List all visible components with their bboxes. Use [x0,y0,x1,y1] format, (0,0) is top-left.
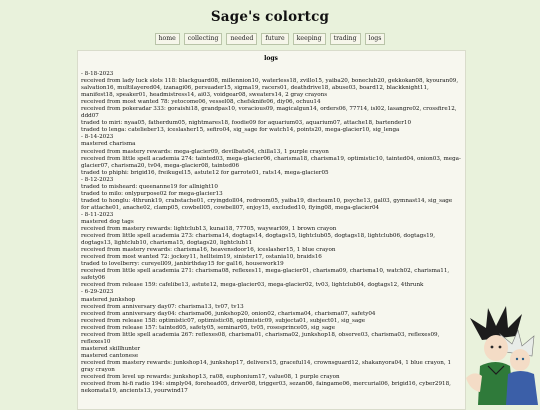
nav-future[interactable]: future [261,33,288,45]
log-entry: traded to milo: onlypurpose02 for mega-glacier13 [81,190,223,197]
log-entry: received from little spell academia 274: tainted03, mega-glacier06, charisma18, charisma19, optimistic10, tainted04, onion03, mega-glacier07, charisma20, tv04, mega-glacier08, tainted06 [81,155,461,169]
log-entry: mastered junkshop [81,296,136,303]
log-entry: received from mastery rewards: charisma16, heavensdoor16, iceslasher15, 1 blue crayon [81,247,336,254]
log-entry: received from mastery rewards: mega-glacier09, devilbats04, chilla13, 1 purple crayon [81,148,329,155]
log-entry: received from level up rewards: junkshop13, ra08, euphonium17, value08, 1 purple crayon [81,374,340,381]
log-entry: received from little spell academia 271: charisma08, reflexes11, mega-glacier01, charisma09, charisma10, watch02, charisma11, safety06 [81,268,450,282]
log-entry: received from pokeradar 333: goraishi18, grandpas10, voracious09, magicalgun14, orders06, 77714, isl02, lasangre02, crossfire12, ddd07 [81,106,457,120]
log-entry: received from mastery rewards: lightclub13, kunai18, 77705, waywarl09, 1 brown crayon [81,226,337,233]
log-entry: mastered cantonese [81,352,139,359]
nav-trading[interactable]: trading [330,33,361,45]
log-entry: traded to honglu: 4thrunk19, crabstache01, cryingdoll04, redroom05, yaiba19, discteam10, psyche13, gal03, gymnast14, sig_sage for attache01, anache02, clamp05, cowbell05, cowbell07, enjoy15, excluded10, flying08, mega-glacier04 [81,197,453,211]
log-list [81,71,461,395]
log-entry: received from release 157: tainted05, safety05, seminar05, tv05, rosesprince05, sig_sage [81,324,336,331]
log-date: - 6-29-2023 [81,289,114,296]
logs-card [77,50,466,410]
log-entry: received from anniversary day04: charisma06, junkshop20, onion02, charisma04, charisma07, safety04 [81,310,376,317]
anime-characters-illustration-icon [460,300,540,405]
log-entry: received from hi-fi radio 194: simply04, forehead05, driver08, trigger03, sezan06, faingame06, mercurial06, brigid16, cyber2918, nekomata19, ancients13, yourwind17 [81,381,451,395]
log-entry: received from release 158: optimistic07, optimistic08, optimistic09, subjecta01, subject01, sig_sage [81,317,366,324]
log-entry: received from anniversary day07: charisma13, tv07, tv13 [81,303,244,310]
log-entry: mastered dog tags [81,218,134,225]
nav-collecting[interactable]: collecting [184,33,223,45]
log-entry: traded to lovelberry: cureyell09, janbirthday15 for gal16, housework19 [81,261,284,268]
main-nav [0,33,540,45]
log-date: - 8-14-2023 [81,134,114,141]
log-date: - 8-12-2023 [81,176,114,183]
log-entry: received from mastery rewards: junkshop14, junkshop17, delivers15, graceful14, crownsguard12, shakanyora04, 1 blue crayon, 1 gray crayon [81,359,452,373]
log-entry: mastered skillhunter [81,345,141,352]
log-entry: received from little spell academia 273: charisma14, dogtags14, dogtags15, lightclub05, dogtags18, lightclub06, dogtags19, dogtags13, lightclub10, charisma15, dogtags20, lightclub11 [81,233,436,247]
nav-home[interactable]: home [155,33,180,45]
log-entry: received from most wanted 78: yetocome06, vessel08, chefsknife06, diy06, ochuu14 [81,99,321,106]
log-entry: mastered charisma [81,141,136,148]
nav-needed[interactable]: needed [226,33,257,45]
log-entry: received from release 159: cafelibe13, astute12, mega-glacier03, mega-glacier02, tv03, lightclub04, dogtags12, 4thrunk [81,282,424,289]
log-entry: received from most wanted 72: jockey11, hellteim19, sinister17, ostania10, braids16 [81,254,322,261]
log-date: - 8-18-2023 [81,71,114,77]
nav-keeping[interactable]: keeping [293,33,326,45]
log-date: - 8-11-2023 [81,211,114,218]
log-entry: received from lady luck slots 118: blackguard08, millennion10, waterless18, zvillo15, yaiba20, boneclub20, gekkokan08, kyouran09, salvation16, multilayered04, izanagi06, persuader15, sigma19, racers01, deathdrive18, abuse03, board12, blackknight11, manifest18, speaker01, headmistress14, ai03, voidgear08, sweaters14, 2 gray crayons [81,78,459,99]
nav-logs[interactable]: logs [365,33,386,45]
log-entry: traded to lenga: catelieber13, iceslasher15, sefiro04, sig_sage for watch14, points20, mega-glacier10, sig_lenga [81,127,400,134]
site-title: Sage's colortcg [210,9,330,25]
section-title: logs [264,55,278,62]
log-entry: traded to miri: nyaa05, fatherdum05, nightmares18, foodie09 for aquarium03, aquarium07, attache18, bartender10 [81,120,412,127]
log-entry: received from little spell academia 267: reflexes08, charisma01, charisma02, junkshop18, observe03, charisma03, reflexes09, reflexes10 [81,331,440,345]
log-entry: traded to phiphi: brigid16, freikugel15, astute12 for garrote01, rats14, mega-glacier05 [81,169,329,176]
log-entry: traded to misheard: queenanne19 for allnight10 [81,183,218,190]
